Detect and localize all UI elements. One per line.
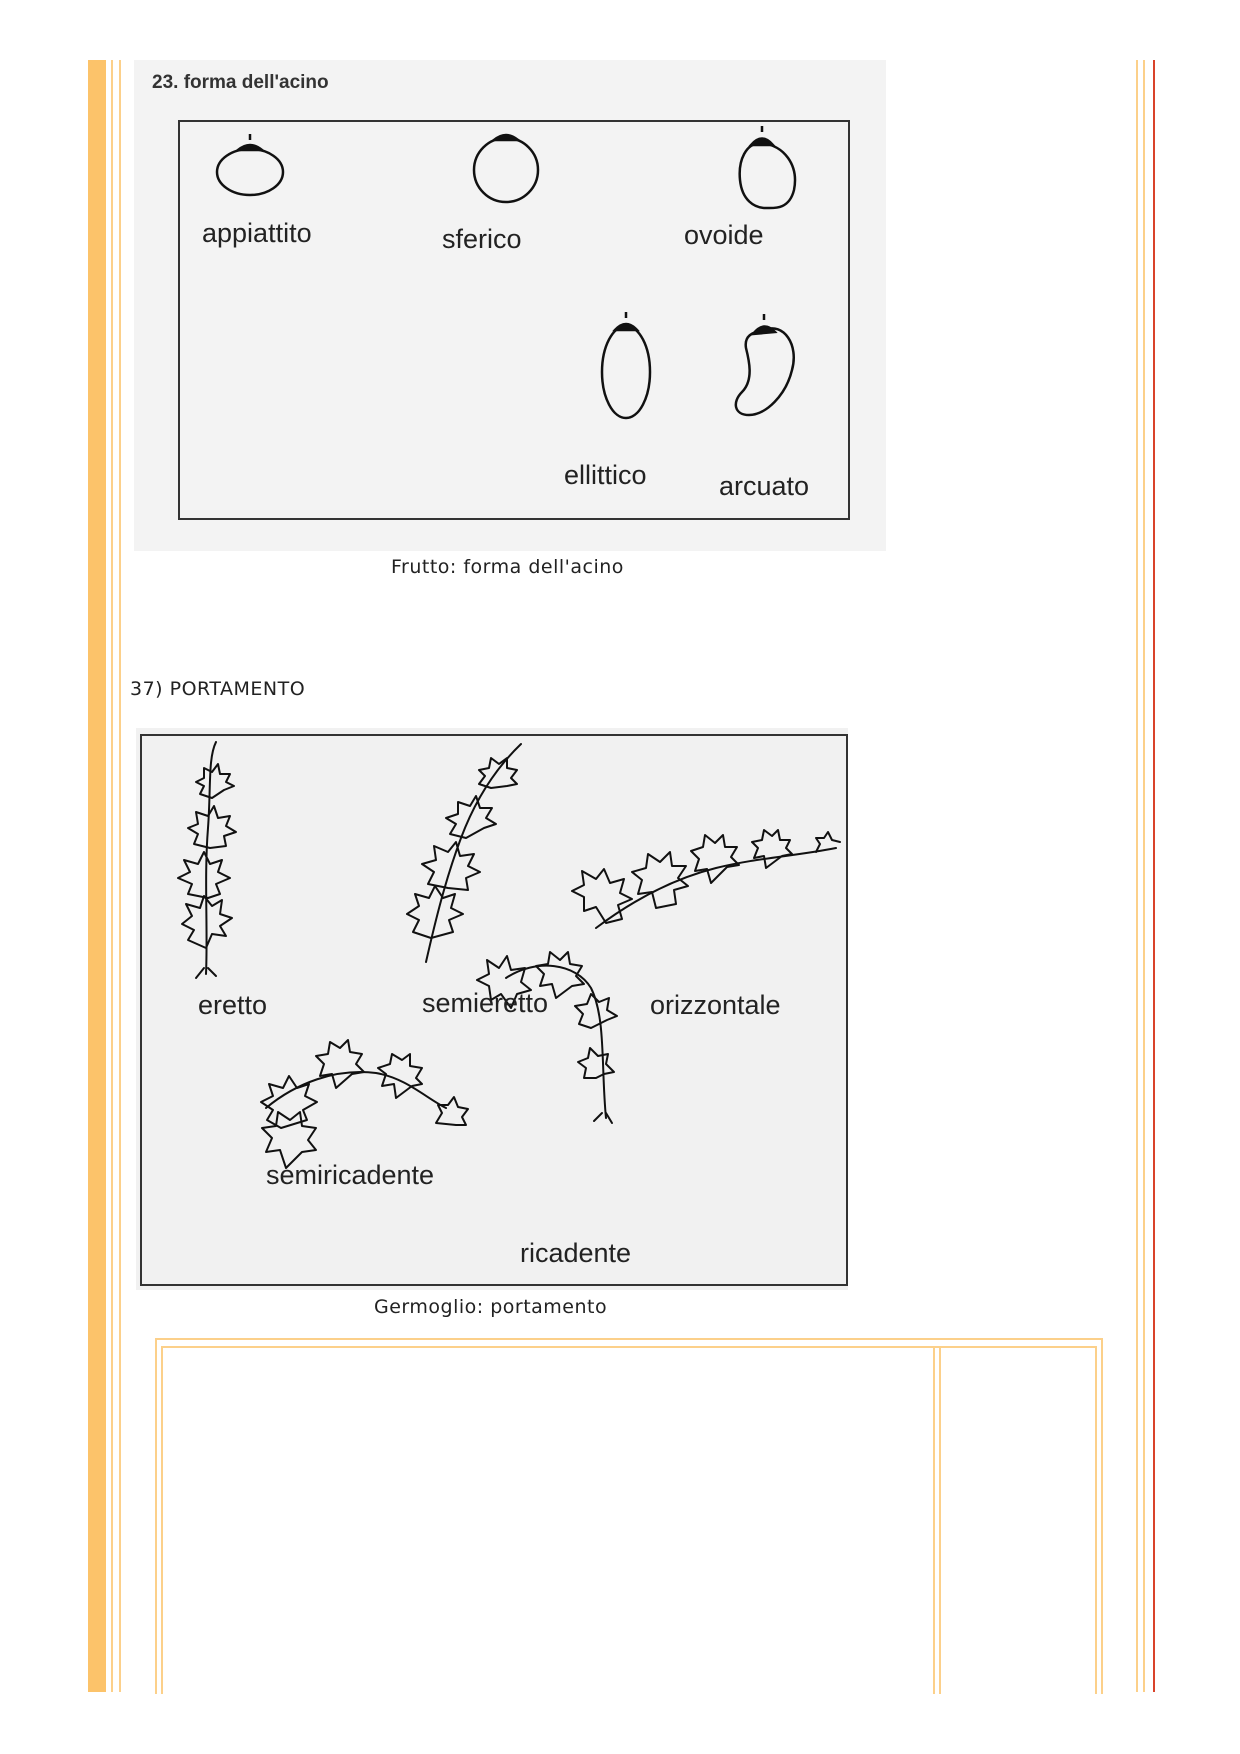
shoot-habit-caption: Germoglio: portamento [374, 1296, 608, 1318]
shoot-horizontal-icon [572, 830, 840, 928]
berry-shape-heading: 23. forma dell'acino [152, 72, 329, 93]
label-arcuato: arcuato [719, 471, 810, 501]
shoot-semi-erect-icon [407, 744, 521, 962]
berry-ovoid-icon [740, 126, 795, 208]
left-border-bar [88, 60, 106, 1692]
label-sferico: sferico [442, 224, 522, 254]
berry-elliptic-icon [602, 312, 650, 418]
label-orizzontale: orizzontale [650, 990, 781, 1020]
table-border-right [1101, 1338, 1103, 1694]
berry-shape-caption: Frutto: forma dell'acino [391, 556, 624, 578]
right-border-line [1136, 60, 1138, 1692]
right-border-line-red [1153, 60, 1155, 1692]
berry-spherical-icon [474, 135, 538, 202]
label-semiricadente: semiricadente [266, 1160, 435, 1190]
label-appiattito: appiattito [202, 218, 312, 248]
table-border-top [161, 1346, 1097, 1348]
empty-table [155, 1338, 1103, 1694]
shoot-erect-icon [178, 742, 236, 978]
label-eretto: eretto [198, 990, 268, 1020]
label-ovoide: ovoide [684, 220, 764, 250]
berry-flattened-icon [217, 134, 283, 195]
table-border-right [1095, 1346, 1097, 1694]
table-column-divider [933, 1346, 935, 1694]
berry-shape-figure [134, 60, 886, 551]
label-ellittico: ellittico [564, 460, 647, 490]
shoot-semi-drooping-icon [261, 1040, 468, 1168]
label-semieretto: semieretto [422, 988, 549, 1018]
berry-arcuate-icon [736, 314, 794, 415]
section-heading-portamento: 37) PORTAMENTO [130, 678, 306, 700]
table-border-left [155, 1338, 157, 1694]
table-border-top [155, 1338, 1103, 1340]
left-border-line [111, 60, 113, 1692]
left-border-line [119, 60, 121, 1692]
right-border-line [1143, 60, 1145, 1692]
label-ricadente: ricadente [520, 1238, 632, 1268]
table-column-divider [939, 1346, 941, 1694]
shoot-drooping-icon [477, 952, 617, 1123]
table-border-left [161, 1346, 163, 1694]
shoot-habit-figure [136, 728, 848, 1290]
